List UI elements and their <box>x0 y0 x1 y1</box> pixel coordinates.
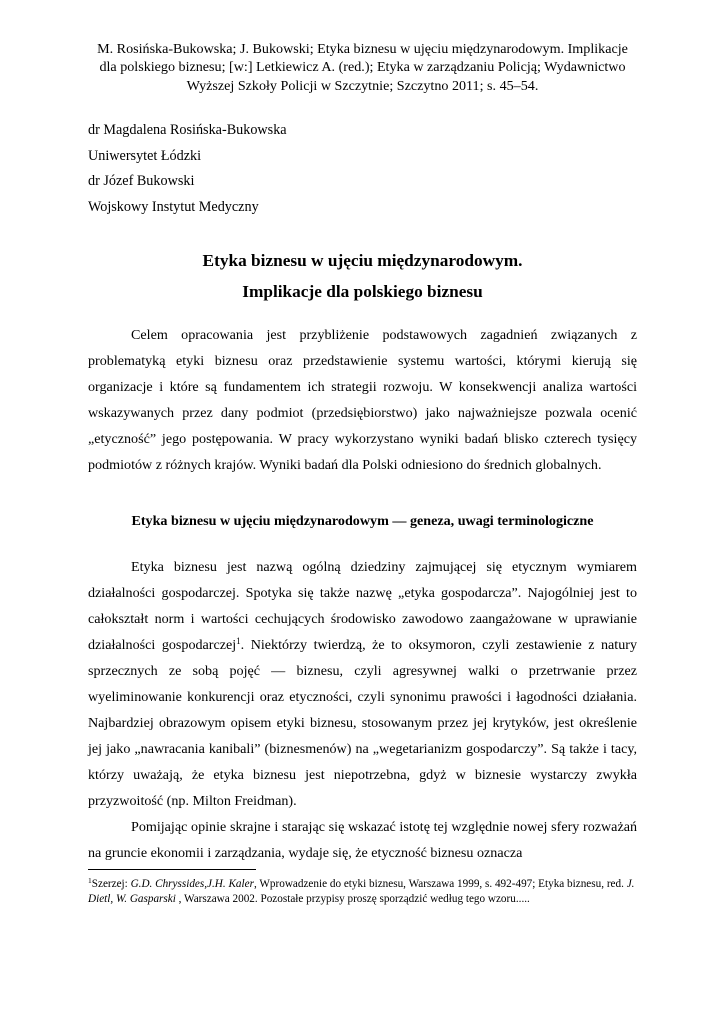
footnote-author: J. Dietl, W. Gasparski <box>88 878 635 906</box>
author-affiliation-1: Uniwersytet Łódzki <box>88 147 202 164</box>
citation-line: Wyższej Szkoły Policji w Szczytnie; Szczytno 2011; s. 45–54. <box>186 77 539 94</box>
article-title <box>0 245 725 307</box>
footnote-separator <box>88 869 256 870</box>
author-name-2: dr Józef Bukowski <box>88 173 195 190</box>
abstract-paragraph: Celem opracowania jest przybliżenie podstawowych zagadnień związanych z problematyką etyki biznesu oraz przedstawienie systemu wartości, którymi kierują się organizacje i które są fundamentem ich strategii rozwoju. W konsekwencji analiza wartości wskazywanych przez dany podmiot (przedsiębiorstwo) jako najważniejsze pozwala ocenić „etyczność” jego postępowania. W pracy wykorzystano wyniki badań blisko czterech tysięcy podmiotów z różnych krajów. Wyniki badań dla Polski odniesiono do średnich globalnych. <box>88 327 637 473</box>
footnote-author: G.D. Chryssides,J.H. Kaler <box>130 878 254 890</box>
body-paragraph-2: Pomijając opinie skrajne i starając się wskazać istotę tej względnie nowej sfery rozważań na gruncie ekonomii i zarządzania, wydaje się, że etyczność biznesu oznacza <box>88 819 637 861</box>
footnote-text: , Wprowadzenie do etyki biznesu, Warszawa 1999, s. 492-497; Etyka biznesu, red. <box>253 878 627 890</box>
author-name-1: dr Magdalena Rosińska-Bukowska <box>88 122 287 138</box>
title-line-1: Etyka biznesu w ujęciu międzynarodowym. <box>202 251 523 270</box>
citation-header <box>70 40 655 95</box>
footnote-number: 1 <box>88 876 92 885</box>
author-affiliation-2: Wojskowy Instytut Medyczny <box>88 199 259 216</box>
body-paragraph-1 <box>88 554 637 814</box>
footnote-text: Szerzej: <box>91 878 131 890</box>
body-text: Etyka biznesu jest nazwą ogólną dziedziny zajmującej się etycznym wymiarem działalności gospodarczej. Spotyka się także nazwę „etyka gospodarcza”. Najogólniej jest to całokształt norm i wartości cechujących środowisko zawodowo zaangażowane w uprawianie działalności gospodarczej <box>88 559 637 653</box>
title-line-2: Implikacje dla polskiego biznesu <box>242 282 483 301</box>
author-block <box>88 118 287 221</box>
section-heading: Etyka biznesu w ujęciu międzynarodowym — geneza, uwagi terminologiczne <box>131 513 594 529</box>
footnote <box>88 877 638 908</box>
footnote-text: , Warszawa 2002. Pozostałe przypisy proszę sporządzić według tego wzoru..... <box>175 893 530 906</box>
citation-line: dla polskiego biznesu; [w:] Letkiewicz A. (red.); Etyka w zarządzaniu Policją; Wydawnictwo <box>99 59 626 76</box>
footnote-reference[interactable]: 1 <box>236 636 241 646</box>
citation-line: M. Rosińska-Bukowska; J. Bukowski; Etyka biznesu w ujęciu międzynarodowym. Implikacje <box>97 41 628 57</box>
body-text: . Niektórzy twierdzą, że to oksymoron, czyli zestawienie z natury sprzecznych ze sobą pojęć — biznesu, czyli agresywnej walki o przetrwanie przez wyeliminowanie konkurencji oraz etyczności, czyli synonimu prawości i łagodności działania. Najbardziej obrazowym opisem etyki biznesu, stosowanym przez jej krytyków, jest określenie jej jako „nawracania kanibali” (biznesmenów) na „wegetarianizm gospodarczy”. Są także i tacy, którzy uważają, że etyka biznesu jest niepotrzebna, gdyż w biznesie wystarczy zwykła przyzwoitość (np. Milton Freidman). <box>88 637 637 809</box>
